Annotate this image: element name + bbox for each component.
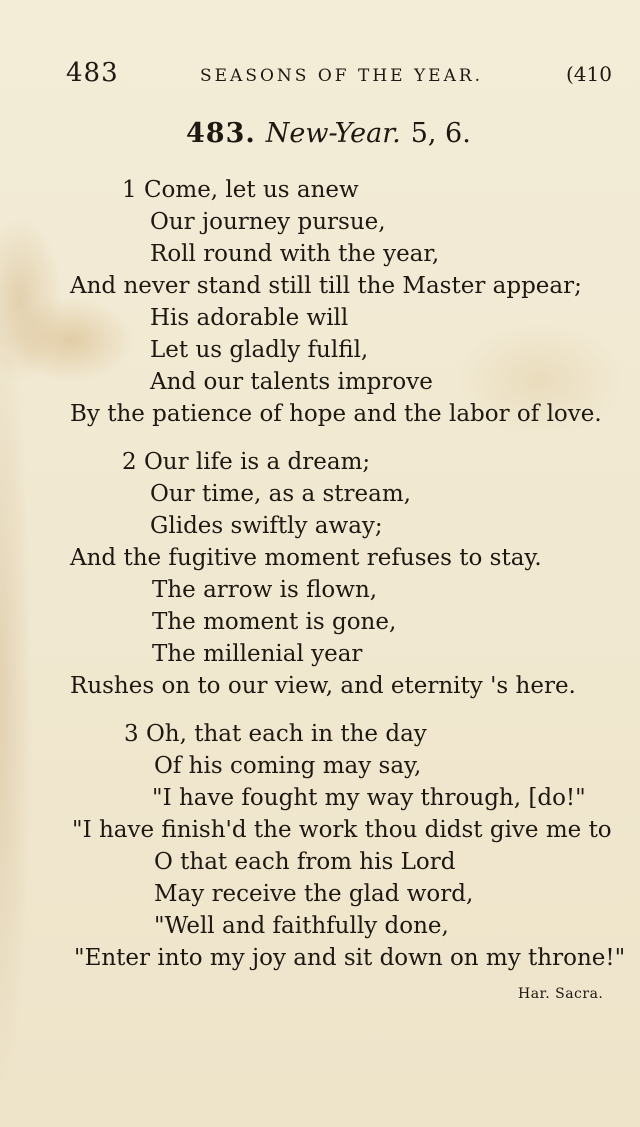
verse-line: Roll round with the year,	[150, 241, 440, 267]
section-title: SEASONS OF THE YEAR.	[200, 66, 484, 86]
verse-line: May receive the glad word,	[154, 881, 474, 907]
verse-line: His adorable will	[150, 305, 349, 331]
verse-line: "Well and faithfully done,	[154, 913, 449, 939]
verse-line: 2 Our life is a dream;	[122, 449, 371, 475]
verse-line: "I have finish'd the work thou didst give me to	[72, 817, 612, 843]
hymn-title: New-Year.	[265, 118, 401, 149]
verse-line: Rushes on to our view, and eternity 's here.	[70, 673, 576, 699]
verse-line: 3 Oh, that each in the day	[124, 721, 427, 747]
verse-line: And our talents improve	[150, 369, 433, 395]
verse-line: Of his coming may say,	[154, 753, 422, 779]
verse-line: "Enter into my joy and sit down on my throne!"	[74, 945, 626, 971]
verse-line: O that each from his Lord	[154, 849, 456, 875]
verse-line: Our time, as a stream,	[150, 481, 411, 507]
verse-line: The millenial year	[152, 641, 363, 667]
attribution: Har. Sacra.	[518, 986, 604, 1002]
hymn-number: 483.	[186, 118, 256, 149]
verse-line: By the patience of hope and the labor of love.	[70, 401, 602, 427]
running-head	[0, 58, 640, 94]
hymn-range-marker: (410	[566, 62, 612, 86]
verse-line: And the fugitive moment refuses to stay.	[70, 545, 542, 571]
verse-line: 1 Come, let us anew	[122, 177, 359, 203]
hymn-meter: 5, 6.	[410, 118, 471, 149]
hymn-heading	[186, 118, 471, 149]
verse-line: And never stand still till the Master appear;	[70, 273, 582, 299]
verse-line: The moment is gone,	[152, 609, 397, 635]
verse-line: Let us gladly fulfil,	[150, 337, 369, 363]
verse-line: Our journey pursue,	[150, 209, 386, 235]
verse-line: "I have fought my way through, [do!"	[152, 785, 586, 811]
verse-line: Glides swiftly away;	[150, 513, 383, 539]
page-number: 483	[66, 58, 119, 88]
verse-line: The arrow is flown,	[152, 577, 378, 603]
